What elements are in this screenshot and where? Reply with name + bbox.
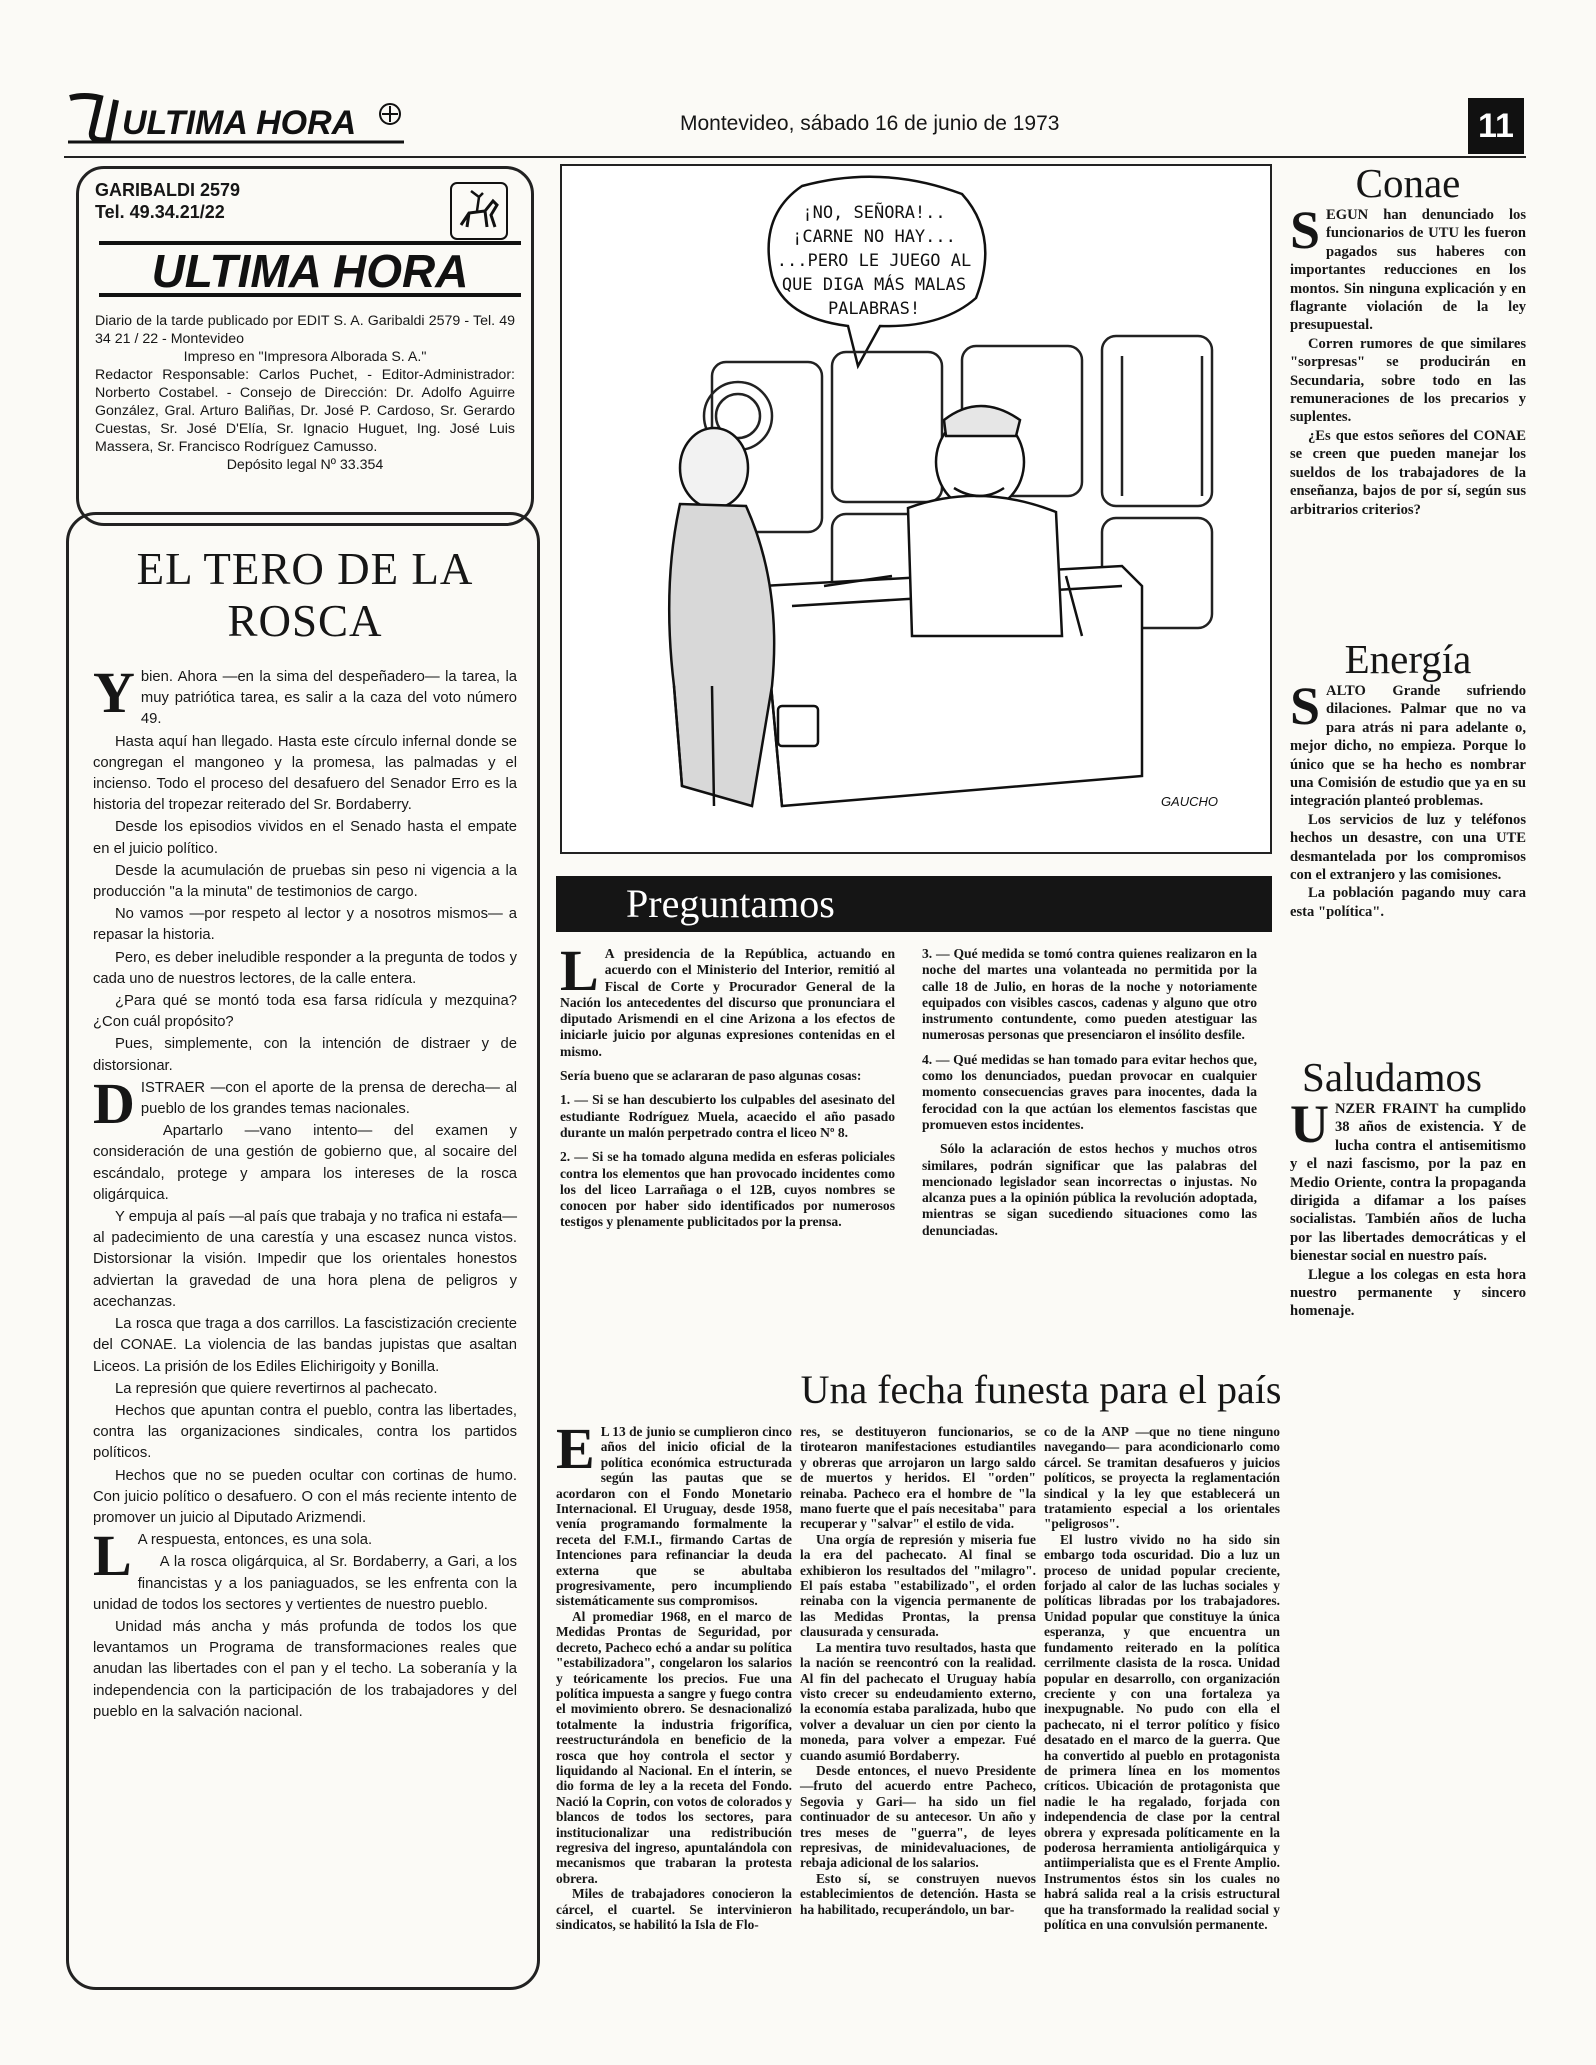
page-number: 11 (1468, 98, 1524, 154)
brief-paragraph: SEGUN han denunciado los funcionarios de UTU les fueron pagados sus haberes con importantes reducciones en los montos. Sin ninguna explicación y en flagrante violación de la ley presupuestal. (1290, 200, 1526, 334)
editorial-title: EL TERO DE LA ROSCA (136, 544, 474, 646)
brief-saludamos (1258, 1054, 1526, 1321)
drop-cap: Y (93, 660, 135, 725)
editorial-paragraph: La represión que quiere revertirnos al pachecato. (115, 1380, 438, 1397)
dateline: Montevideo, sábado 16 de junio de 1973 (680, 112, 1060, 135)
article-paragraph: Sólo la aclaración de estos hechos y muchos otros similares, podrán significar que las palabras del mencionado legislador sean incorrectas o injustas. No alcanza pues a la opinión pública la revolución adoptada, mientras se sigan sucediendo situaciones como las denunciadas. (922, 1141, 1257, 1238)
masthead-logo (64, 92, 412, 148)
editorial-paragraph: Apartarlo —vano intento— del examen y consideración de una gestión de gobierno que, al socaire del escándalo, protege y ampara los intereses de la rosca oligárquica. (93, 1123, 517, 1203)
editorial-paragraph: ¿Para qué se montó toda esa farsa ridícula y mezquina? ¿Con cuál propósito? (93, 993, 517, 1031)
bubble-line-1: ¡NO, SEÑORA!.. (802, 203, 946, 223)
editorial-tero-de-la-rosca (66, 512, 540, 1990)
editorial-paragraph: Ybien. Ahora —en la sima del despeñadero— la tarea, la muy patriótica tarea, es salir a la caza del voto número 49. (93, 660, 517, 728)
fecha-column-3 (1044, 1424, 1280, 1932)
bubble-line-3: ...PERO LE JUEGO AL (776, 251, 972, 271)
article-paragraph: Esto sí, se construyen nuevos establecimientos de detención. Hasta se ha habilitado, recuperándolo, un bar- (800, 1870, 1036, 1917)
cartoon-panel (560, 164, 1272, 854)
article-paragraph: L A presidencia de la República, actuando en acuerdo con el Ministerio del Interior, remitió al Fiscal de Corte y Procurador General de la Nación los antecedentes del discurso que pronunciara el diputado Arismendi en el cine Arizona a los efectos de iniciarle juicio por algunas expresiones contenidas en el mismo. (560, 938, 895, 1059)
brief-paragraph: La población pagando muy cara esta "política". (1290, 885, 1526, 920)
brief-conae (1290, 160, 1526, 519)
bubble-line-4: QUE DIGA MÁS MALAS (781, 275, 967, 295)
drop-cap: L (560, 938, 599, 1003)
drop-cap: D (93, 1070, 135, 1136)
fecha-column-1 (556, 1416, 792, 1932)
editorial-paragraph: Desde la acumulación de pruebas sin peso ni vigencia a la producción "a la minuta" de testimonios de cargo. (93, 862, 517, 901)
brief-title: Conae (1355, 160, 1461, 206)
header-rule (64, 156, 1526, 158)
credits-box (76, 166, 534, 526)
drop-cap: E (556, 1416, 595, 1481)
bubble-line-5: PALABRAS! (827, 299, 921, 319)
brief-paragraph: Llegue a los colegas en esta hora nuestro permanente y sincero homenaje. (1290, 1266, 1526, 1320)
drop-cap: S (1290, 200, 1321, 260)
article-question: 1. — Si se han descubierto los culpables del asesinato del estudiante Rodríguez Muela, acaecido el año pasado durante un malón perpetrado contra el liceo Nº 8. (560, 1092, 895, 1140)
credits-line-2: Impreso en "Impresora Alborada S. A." (183, 349, 427, 365)
editorial-paragraph: Pues, simplemente, con la intención de distraer y de distorsionar. (93, 1036, 517, 1074)
drop-cap: U (1290, 1094, 1329, 1154)
brief-paragraph: UNZER FRAINT ha cumplido 38 años de existencia. Y de lucha contra el antisemitismo y el nazi fascismo, por la paz en Medio Oriente, contra la propaganda dirigida a difamar a los países socialistas. También años de lucha por las libertades democráticas y el bienestar social en nuestro país. (1290, 1094, 1526, 1265)
brief-paragraph: ¿Es que estos señores del CONAE se creen que pueden manejar los sueldos de los trabajadores de la enseñanza, bajos de por sí, según sus arbitrarios criterios? (1290, 427, 1526, 518)
editorial-paragraph: Desde los episodios vividos en el Senado hasta el empate en el juicio político. (93, 819, 517, 857)
article-paragraph: Desde entonces, el nuevo Presidente —fruto del acuerdo entre Pacheco, Segovia y Gari— ha sido un fiel continuador de su antecesor. Un año y tres meses de "guerra", de leyes represivas, de minidevaluaciones, de rebaja adicional de los salarios. (800, 1762, 1036, 1871)
credits-address: GARIBALDI 2579 (95, 180, 241, 200)
article-paragraph: Una orgía de represión y miseria fue la era del pachecato. Al final se exhibieron los resultados del "milagro". El país estaba "estabilizado", el orden reinaba con la vigencia permanente de las Medidas Prontas, la prensa clausurada y censurada. (800, 1531, 1036, 1640)
article-paragraph: Sería bueno que se aclararan de paso algunas cosas: (560, 1068, 862, 1084)
brief-energia (1290, 636, 1526, 921)
article-paragraph: res, se destituyeron funcionarios, se tirotearon manifestaciones estudiantiles y obreras que arrojaron un largo saldo de muertos y heridos. El "orden" reinaba. Pacheco era el hombre de "la mano fuerte que el país necesitaba" para recuperar y "salvar" el estilo de vida. (800, 1424, 1036, 1532)
article-question: 2. — Si se ha tomado alguna medida en esferas policiales contra los elementos que han provocado incidentes como los del liceo Larrañaga o el 12B, cuyos nombres se conocen por haber sido identificados por numerosos testigos y plenamente publicitados por la prensa. (560, 1149, 895, 1230)
preguntamos-column-1 (560, 938, 895, 1239)
fecha-column-2 (800, 1424, 1036, 1917)
editorial-paragraph: No vamos —por respeto al lector y a nosotros mismos— a repasar la historia. (93, 906, 517, 944)
preguntamos-column-2 (922, 946, 1257, 1239)
section-heading-preguntamos: Preguntamos (556, 876, 1272, 932)
article-paragraph: El lustro vivido no ha sido sin embargo toda oscuridad. Dio a luz un proceso de unidad popular creciente, forjado al calor de las luchas sociales y políticas libradas por los trabajadores. Unidad popular que constituye la única esperanza, y que encuentra un fundamento reiterado en la política cerrilmente clasista de la rosca. Unidad popular en desarrollo, con organización creciente y con una fortaleza ya inexpugnable. No pudo con ella el pachecato, ni el terror político y físico desatado en el marco de la guerra. Que ha convertido al pueblo en protagonista de primera línea en los momentos críticos. Ubicación de protagonista que nadie le ha regalado, forjada con independencia de clase por la central obrera y expresada políticamente en la poderosa herramienta antioligárquica y antiimperialista que es el Frente Amplio. Instrumentos éstos sin los cuales no habrá salida real a la crisis estructural que ha transformado la realidad social y política en una convulsión permanente. (1044, 1531, 1280, 1932)
article-paragraph: E L 13 de junio se cumplieron cinco años del inicio oficial de la política económica estructurada según las pautas que se acordaron con el Fondo Monetario Internacional. El Uruguay, desde 1958, venía programando formalmente la receta del F.M.I., firmando Cartas de Intenciones para refinanciar la deuda externa que se abultaba progresivamente, pero incumpliendo sistemáticamente sus compromisos. (556, 1416, 792, 1609)
drop-cap: L (93, 1523, 132, 1589)
credits-logo-text: ULTIMA HORA (151, 245, 469, 297)
editorial-paragraph: Hasta aquí han llegado. Hasta este círculo infernal donde se congregan el mangoneo y la promesa, las palmadas y el incienso. Todo el proceso del desafuero del Senador Erro es la historia del tropezar reiterado del Sr. Bordaberry. (93, 733, 517, 814)
editorial-paragraph: DISTRAER —con el aporte de la prensa de derecha— al pueblo de los grandes temas nacionales. (93, 1070, 517, 1136)
masthead-logo-text: ULTIMA HORA (122, 104, 357, 142)
credits-phone: Tel. 49.34.21/22 (95, 202, 225, 222)
brief-paragraph: Los servicios de luz y teléfonos hechos un desastre, con una UTE desmantelada por los compromisos con el extranjero y las comisiones. (1290, 811, 1526, 884)
headline-fecha-funesta: Una fecha funesta para el país (800, 1367, 1282, 1412)
article-paragraph: co de la ANP —que no tiene ninguno navegando— para acondicionarlo como cárcel. Se tramitan desafueros y juicios políticos, se proyecta la reglamentación sindical y la ley que establecerá un tratamiento especial a los orientales "peligrosos". (1044, 1424, 1280, 1532)
brief-paragraph: Corren rumores de que similares "sorpresas" se producirán en Secundaria, sobre todo en las remuneraciones de los precarios y suplentes. (1290, 335, 1526, 426)
editorial-paragraph: Pero, es deber ineludible responder a la pregunta de todos y cada uno de nuestros lectores, de la calle entera. (93, 949, 517, 987)
credits-logo (95, 237, 525, 301)
editorial-paragraph: Y empuja al país —al país que trabaja y no trafica ni estafa— al padecimiento de una carestía y una escasez nunca vistos. Distorsionar la visión. Impedir que los orientales honestos adviertan la gravedad de una hora plena de peligros y acechanzas. (93, 1209, 517, 1310)
editorial-paragraph: Unidad más ancha y más profunda de todos los que levantamos un Programa de transformaciones reales que anudan las libertades con el pan y el techo. La soberanía y la independencia con la participación de los trabajadores y del pueblo en la salvación nacional. (93, 1618, 517, 1720)
credits-line-3: Redactor Responsable: Carlos Puchet, - Editor-Administrador: Norberto Costabel. - Consejo de Dirección: Dr. Adolfo Aguirre González, Gral. Arturo Baliñas, Dr. José P. Cardoso, Sr. Gerardo Cuestas, Sr. José D'Elía, Sr. Ignacio Huguet, Ing. José Luis Massera, Sr. Francisco Rodríguez Camusso. (95, 367, 515, 455)
editorial-paragraph: Hechos que apuntan contra el pueblo, contra las libertades, contra las organizaciones sindicales, contra los partidos políticos. (93, 1402, 517, 1462)
drop-cap: S (1290, 676, 1321, 736)
credits-line-4: Depósito legal Nº 33.354 (226, 457, 384, 473)
article-question: 3. — Qué medida se tomó contra quienes realizaron en la noche del martes una volanteada no permitida por la calle 18 de Julio, en horas de la noche y notoriamente equipados con visibles cascos, cadenas y alguno que otro instrumento contundente, como pueden atestiguar las numerosas personas que presenciaron el insólito desfile. (922, 946, 1257, 1043)
brief-title: Saludamos (1302, 1054, 1482, 1100)
editorial-paragraph: L A respuesta, entonces, es una sola. (93, 1523, 373, 1589)
bubble-line-2: ¡CARNE NO HAY... (792, 227, 956, 247)
editorial-paragraph: A la rosca oligárquica, al Sr. Bordaberry, a Gari, a los financistas y a los paniaguados, se les enfrenta con la unidad de todos los sectores y vertientes de nuestro pueblo. (93, 1554, 517, 1613)
article-question: 4. — Qué medidas se han tomado para evitar hechos que, como los denunciados, puedan provocar en cualquier momento consecuencias graves para inocentes, dada la ferocidad con la que actúan los elementos fascistas que promueven estos incidentes. (922, 1051, 1257, 1132)
article-paragraph: La mentira tuvo resultados, hasta que la nación se reencontró con la realidad. Al fin del pachecato el Uruguay había visto crecer su endeudamiento externo, la economía estaba paralizada, hubo que volver a devaluar un cien por ciento la moneda, para volver a empezar. Fué cuando asumió Bordaberry. (800, 1639, 1036, 1763)
credits-line-1: Diario de la tarde publicado por EDIT S. A. Garibaldi 2579 - Tel. 49 34 21 / 22 - Montevideo (95, 313, 515, 347)
brief-paragraph: SALTO Grande sufriendo dilaciones. Palmar que no va para atrás ni para adelante o, mejor dicho, no empieza. Porque lo único que se ha hecho es nombrar una Comisión de estudio que ya en su integración planteó problemas. (1290, 676, 1526, 810)
article-paragraph: Miles de trabajadores conocieron la cárcel, el cuartel. Se intervinieron sindicatos, se habilitó la Isla de Flo- (556, 1886, 792, 1932)
editorial-paragraph: Hechos que no se pueden ocultar con cortinas de humo. Con juicio político o desafuero. O con el más reciente intento de promover un juicio al Diputado Arizmendi. (93, 1467, 517, 1526)
cartoon-drawing (562, 166, 1270, 852)
editorial-paragraph: La rosca que traga a dos carrillos. La fascistización creciente del CONAE. La violencia de las bandas jupistas que asaltan Liceos. La prisión de los Ediles Elichirigoity y Bonilla. (93, 1316, 517, 1375)
article-paragraph: Al promediar 1968, en el marco de Medidas Prontas de Seguridad, por decreto, Pacheco echó a andar su política "estabilizadora", congelaron los salarios y teóricamente los precios. Fue una política impuesta a sangre y fuego contra el movimiento obrero. Se desnacionalizó totalmente la industria frigorífica, reestructurándola en beneficio de la rosca que hoy controla el sector y liquidando al Nacional. En el ínterin, se dio forma de ley a la receta del Fondo. Nació la Coprin, con votos de colorados y blancos de todos los sectores, para institucionalizar una redistribución regresiva del ingreso, apuntalándola con mecanismos que trabaran la protesta obrera. (556, 1608, 792, 1886)
cartoonist-signature: GAUCHO (1160, 794, 1218, 809)
horse-rider-icon (449, 181, 509, 241)
brief-title: Energía (1344, 636, 1472, 682)
